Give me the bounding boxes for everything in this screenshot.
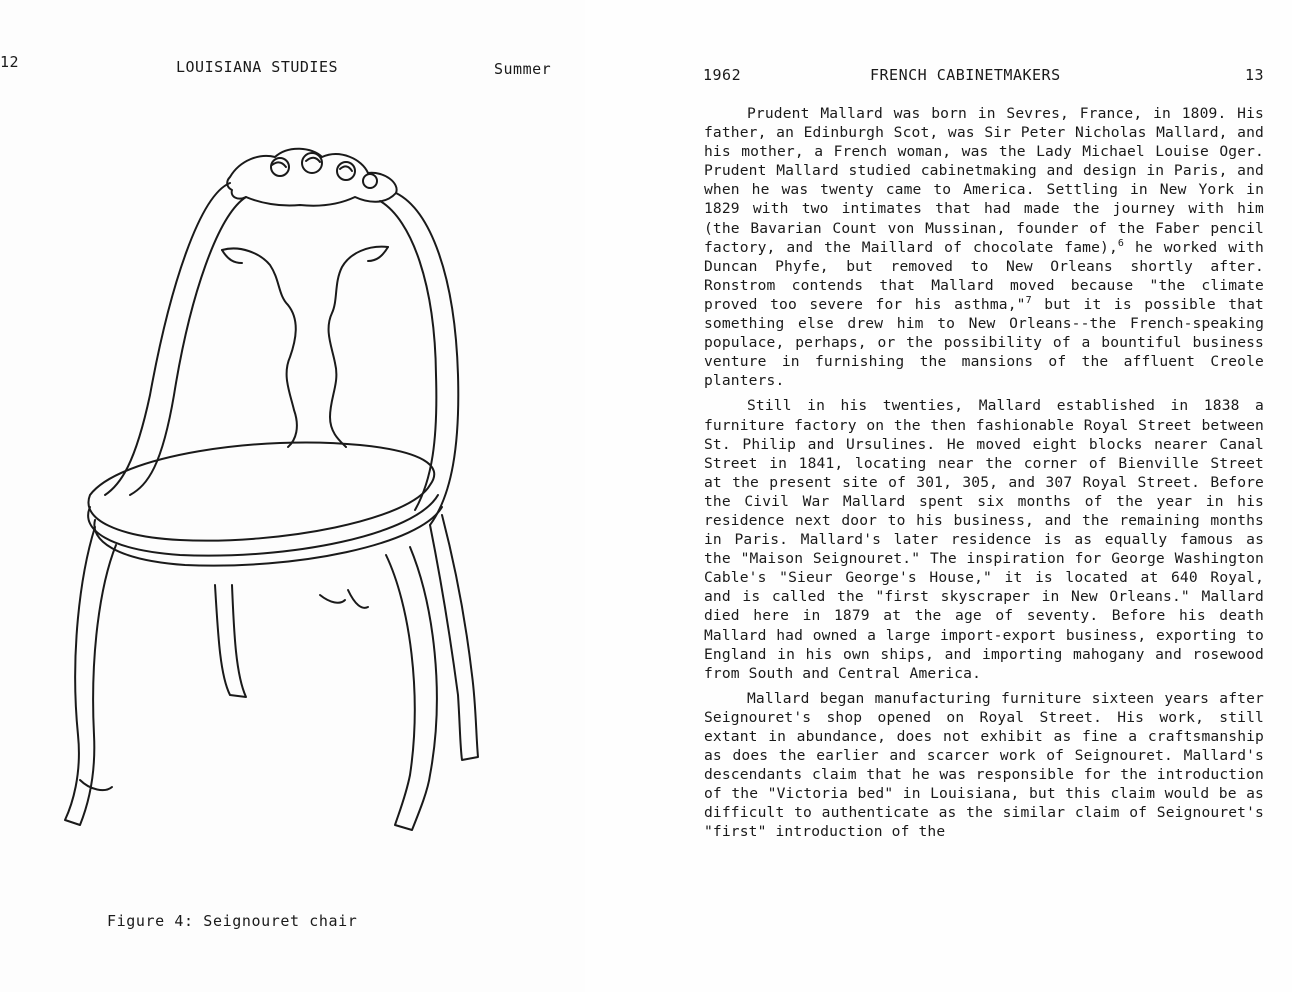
right-running-title: FRENCH CABINETMAKERS [870, 66, 1061, 84]
footnote-ref: 7 [1025, 295, 1032, 307]
right-page-number: 13 [1245, 66, 1265, 84]
right-page [585, 0, 1292, 992]
left-running-title: LOUISIANA STUDIES [176, 58, 339, 76]
article-body [704, 104, 1264, 848]
left-page-number: 12 [0, 53, 20, 71]
left-page [0, 0, 585, 992]
left-season: Summer [494, 60, 552, 78]
paragraph-1-end: but it is possible that something else drew him to New Orleans--the French-speaking populace, perhaps, or the possibility of a bountiful business venture in furnishing the mansions of the affluent Creole planters. [704, 295, 1264, 390]
footnote-ref: 6 [1117, 237, 1125, 249]
paragraph-1 [704, 104, 1264, 390]
paragraph-2: Still in his twenties, Mallard established in 1838 a furniture factory on the then fashionable Royal Street between St. Philip and Ursulines. He moved eight blocks nearer Canal Street in 1841, locating near the corner of Bienville Street at the present site of 301, 305, and 307 Royal Street. Before the Civil War Mallard spent six months of the year in his residence next door to his business, and the remaining months in Paris. Mallard's later residence is as equally famous as the "Maison Seignouret." The inspiration for George Washington Cable's "Sieur George's House," it is located at 640 Royal, and is called the "first skyscraper in New Orleans." Mallard died here in 1879 at the age of seventy. Before his death Mallard had owned a large import-export business, exporting to England in his own ships, and importing mahogany and rosewood from South and Central America. [704, 397, 1264, 682]
figure-caption: Figure 4: Seignouret chair [107, 912, 358, 930]
paragraph-1-text: Prudent Mallard was born in Sevres, France, in 1809. His father, an Edinburgh Scot, was Sir Peter Nicholas Mallard, and his mother, a French woman, was the Lady Michael Louise Oger. Prudent Mallard studied cabinetmaking and design in Paris, and when he was twenty came to America. Settling in New York in 1829 with two intimates that had made the journey with him (the Bavarian Count von Mussinan, founder of the Faber pencil factory, and the Maillard of chocolate fame), [704, 105, 1264, 256]
chair-illustration [50, 135, 490, 835]
right-year: 1962 [703, 66, 742, 84]
paragraph-1-continued: he worked with Duncan Phyfe, but removed to New Orleans shortly after. Ronstrom contends that Mallard moved because "the climate proved too severe for his asthma," [704, 238, 1264, 313]
paragraph-3: Mallard began manufacturing furniture sixteen years after Seignouret's shop opened on Royal Street. His work, still extant in abundance, does not exhibit as fine a craftsmanship as does the earlier and scarcer work of Seignouret. Mallard's descendants claim that he was responsible for the introduction of the "Victoria bed" in Louisiana, but this claim would be as difficult to authenticate as the similar claim of Seignouret's "first" introduction of the [704, 689, 1264, 841]
